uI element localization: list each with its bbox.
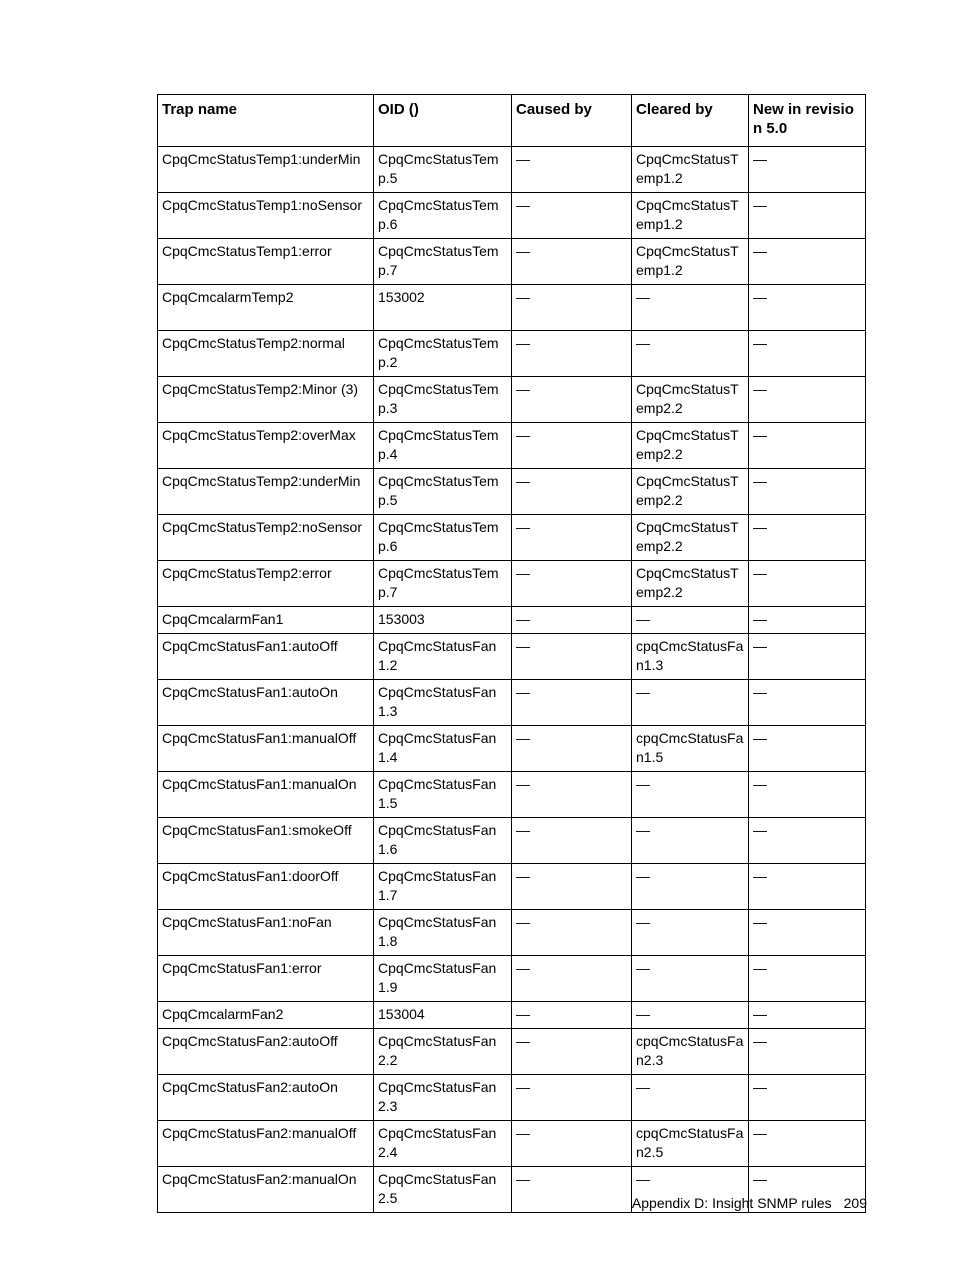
cell-trap-name: CpqCmcStatusFan1:doorOff [158, 864, 374, 910]
table-row [158, 561, 866, 607]
cell-new-in-revision: — [749, 680, 866, 726]
table-row [158, 193, 866, 239]
table-row [158, 864, 866, 910]
cell-new-in-revision: — [749, 423, 866, 469]
cell-new-in-revision: — [749, 818, 866, 864]
cell-trap-name: CpqCmcalarmFan2 [158, 1002, 374, 1029]
cell-oid: CpqCmcStatusTemp.7 [374, 239, 512, 285]
header-oid: OID () [374, 95, 512, 147]
cell-cleared-by: cpqCmcStatusFan1.3 [632, 634, 749, 680]
cell-new-in-revision: — [749, 634, 866, 680]
cell-trap-name: CpqCmcStatusTemp1:underMin [158, 147, 374, 193]
cell-cleared-by: — [632, 910, 749, 956]
cell-oid: CpqCmcStatusFan1.3 [374, 680, 512, 726]
trap-table [157, 94, 866, 1213]
cell-new-in-revision: — [749, 193, 866, 239]
cell-oid: CpqCmcStatusTemp.5 [374, 469, 512, 515]
cell-cleared-by: — [632, 1167, 749, 1213]
cell-cleared-by: — [632, 1075, 749, 1121]
cell-caused-by: — [512, 634, 632, 680]
cell-trap-name: CpqCmcStatusFan1:autoOff [158, 634, 374, 680]
cell-caused-by: — [512, 1029, 632, 1075]
cell-oid: 153003 [374, 607, 512, 634]
cell-trap-name: CpqCmcStatusTemp2:overMax [158, 423, 374, 469]
cell-oid: CpqCmcStatusFan1.2 [374, 634, 512, 680]
cell-cleared-by: — [632, 680, 749, 726]
cell-oid: CpqCmcStatusTemp.7 [374, 561, 512, 607]
table-row [158, 956, 866, 1002]
table-row [158, 818, 866, 864]
cell-trap-name: CpqCmcStatusFan1:manualOn [158, 772, 374, 818]
header-caused-by: Caused by [512, 95, 632, 147]
cell-oid: CpqCmcStatusTemp.4 [374, 423, 512, 469]
cell-cleared-by: — [632, 818, 749, 864]
cell-caused-by: — [512, 818, 632, 864]
cell-oid: CpqCmcStatusFan2.5 [374, 1167, 512, 1213]
cell-trap-name: CpqCmcStatusTemp2:noSensor [158, 515, 374, 561]
cell-new-in-revision: — [749, 1075, 866, 1121]
cell-cleared-by: CpqCmcStatusTemp2.2 [632, 561, 749, 607]
cell-caused-by: — [512, 561, 632, 607]
cell-oid: 153002 [374, 285, 512, 331]
cell-new-in-revision: — [749, 147, 866, 193]
table-row [158, 1002, 866, 1029]
page-footer [632, 1195, 867, 1211]
table-row [158, 680, 866, 726]
cell-trap-name: CpqCmcStatusFan1:smokeOff [158, 818, 374, 864]
table-row [158, 607, 866, 634]
cell-caused-by: — [512, 772, 632, 818]
cell-caused-by: — [512, 1121, 632, 1167]
cell-trap-name: CpqCmcStatusTemp2:underMin [158, 469, 374, 515]
cell-new-in-revision: — [749, 726, 866, 772]
cell-trap-name: CpqCmcStatusFan1:error [158, 956, 374, 1002]
cell-cleared-by: — [632, 864, 749, 910]
cell-oid: CpqCmcStatusFan1.7 [374, 864, 512, 910]
cell-oid: CpqCmcStatusTemp.5 [374, 147, 512, 193]
cell-new-in-revision: — [749, 469, 866, 515]
cell-oid: CpqCmcStatusTemp.2 [374, 331, 512, 377]
cell-caused-by: — [512, 331, 632, 377]
cell-cleared-by: CpqCmcStatusTemp2.2 [632, 377, 749, 423]
cell-trap-name: CpqCmcStatusTemp1:noSensor [158, 193, 374, 239]
cell-trap-name: CpqCmcStatusFan2:manualOff [158, 1121, 374, 1167]
cell-oid: CpqCmcStatusFan2.3 [374, 1075, 512, 1121]
cell-caused-by: — [512, 680, 632, 726]
cell-cleared-by: — [632, 772, 749, 818]
cell-caused-by: — [512, 147, 632, 193]
cell-caused-by: — [512, 1002, 632, 1029]
cell-oid: CpqCmcStatusFan1.9 [374, 956, 512, 1002]
cell-cleared-by: CpqCmcStatusTemp1.2 [632, 147, 749, 193]
table-row [158, 1029, 866, 1075]
page-number: 209 [843, 1195, 867, 1211]
cell-caused-by: — [512, 1167, 632, 1213]
table-row [158, 772, 866, 818]
table-body [158, 147, 866, 1213]
cell-oid: CpqCmcStatusFan1.4 [374, 726, 512, 772]
cell-new-in-revision: — [749, 515, 866, 561]
cell-oid: CpqCmcStatusFan2.2 [374, 1029, 512, 1075]
header-new-in-revision: New in revision 5.0 [749, 95, 866, 147]
table-row [158, 634, 866, 680]
cell-trap-name: CpqCmcStatusFan1:autoOn [158, 680, 374, 726]
cell-cleared-by: — [632, 285, 749, 331]
table-row [158, 469, 866, 515]
cell-caused-by: — [512, 515, 632, 561]
footer-section-title: Appendix D: Insight SNMP rules [631, 1195, 832, 1211]
cell-oid: CpqCmcStatusFan1.6 [374, 818, 512, 864]
cell-cleared-by: — [632, 607, 749, 634]
cell-caused-by: — [512, 285, 632, 331]
cell-caused-by: — [512, 956, 632, 1002]
cell-cleared-by: cpqCmcStatusFan2.3 [632, 1029, 749, 1075]
cell-cleared-by: CpqCmcStatusTemp1.2 [632, 239, 749, 285]
cell-new-in-revision: — [749, 956, 866, 1002]
cell-new-in-revision: — [749, 1002, 866, 1029]
cell-new-in-revision: — [749, 377, 866, 423]
cell-new-in-revision: — [749, 864, 866, 910]
cell-new-in-revision: — [749, 239, 866, 285]
cell-caused-by: — [512, 1075, 632, 1121]
cell-oid: 153004 [374, 1002, 512, 1029]
table-header-row [158, 95, 866, 147]
table-row [158, 423, 866, 469]
header-cleared-by: Cleared by [632, 95, 749, 147]
cell-oid: CpqCmcStatusTemp.3 [374, 377, 512, 423]
cell-trap-name: CpqCmcStatusTemp2:error [158, 561, 374, 607]
cell-trap-name: CpqCmcalarmTemp2 [158, 285, 374, 331]
cell-new-in-revision: — [749, 1121, 866, 1167]
table-row [158, 377, 866, 423]
cell-oid: CpqCmcStatusTemp.6 [374, 193, 512, 239]
cell-oid: CpqCmcStatusFan2.4 [374, 1121, 512, 1167]
cell-caused-by: — [512, 423, 632, 469]
cell-new-in-revision: — [749, 910, 866, 956]
cell-caused-by: — [512, 726, 632, 772]
cell-oid: CpqCmcStatusTemp.6 [374, 515, 512, 561]
cell-new-in-revision: — [749, 1167, 866, 1213]
cell-cleared-by: cpqCmcStatusFan1.5 [632, 726, 749, 772]
cell-cleared-by: CpqCmcStatusTemp2.2 [632, 515, 749, 561]
cell-cleared-by: — [632, 956, 749, 1002]
cell-caused-by: — [512, 469, 632, 515]
table-row [158, 515, 866, 561]
table-row [158, 726, 866, 772]
cell-cleared-by: CpqCmcStatusTemp2.2 [632, 423, 749, 469]
cell-trap-name: CpqCmcStatusTemp2:normal [158, 331, 374, 377]
cell-caused-by: — [512, 607, 632, 634]
table-row [158, 331, 866, 377]
cell-trap-name: CpqCmcStatusFan1:noFan [158, 910, 374, 956]
cell-new-in-revision: — [749, 331, 866, 377]
cell-cleared-by: CpqCmcStatusTemp2.2 [632, 469, 749, 515]
table-row [158, 1121, 866, 1167]
cell-caused-by: — [512, 377, 632, 423]
table-row [158, 239, 866, 285]
cell-trap-name: CpqCmcalarmFan1 [158, 607, 374, 634]
cell-cleared-by: — [632, 1002, 749, 1029]
cell-caused-by: — [512, 239, 632, 285]
cell-trap-name: CpqCmcStatusFan2:manualOn [158, 1167, 374, 1213]
cell-new-in-revision: — [749, 285, 866, 331]
cell-cleared-by: — [632, 331, 749, 377]
table-row [158, 147, 866, 193]
table-row [158, 285, 866, 331]
cell-trap-name: CpqCmcStatusFan1:manualOff [158, 726, 374, 772]
cell-caused-by: — [512, 910, 632, 956]
cell-trap-name: CpqCmcStatusTemp1:error [158, 239, 374, 285]
cell-caused-by: — [512, 864, 632, 910]
cell-trap-name: CpqCmcStatusFan2:autoOn [158, 1075, 374, 1121]
table-row [158, 910, 866, 956]
cell-oid: CpqCmcStatusFan1.5 [374, 772, 512, 818]
cell-new-in-revision: — [749, 1029, 866, 1075]
table-row [158, 1075, 866, 1121]
cell-new-in-revision: — [749, 772, 866, 818]
cell-trap-name: CpqCmcStatusTemp2:Minor (3) [158, 377, 374, 423]
cell-trap-name: CpqCmcStatusFan2:autoOff [158, 1029, 374, 1075]
cell-cleared-by: CpqCmcStatusTemp1.2 [632, 193, 749, 239]
cell-new-in-revision: — [749, 561, 866, 607]
cell-new-in-revision: — [749, 607, 866, 634]
cell-oid: CpqCmcStatusFan1.8 [374, 910, 512, 956]
cell-caused-by: — [512, 193, 632, 239]
cell-cleared-by: cpqCmcStatusFan2.5 [632, 1121, 749, 1167]
header-trap-name: Trap name [158, 95, 374, 147]
